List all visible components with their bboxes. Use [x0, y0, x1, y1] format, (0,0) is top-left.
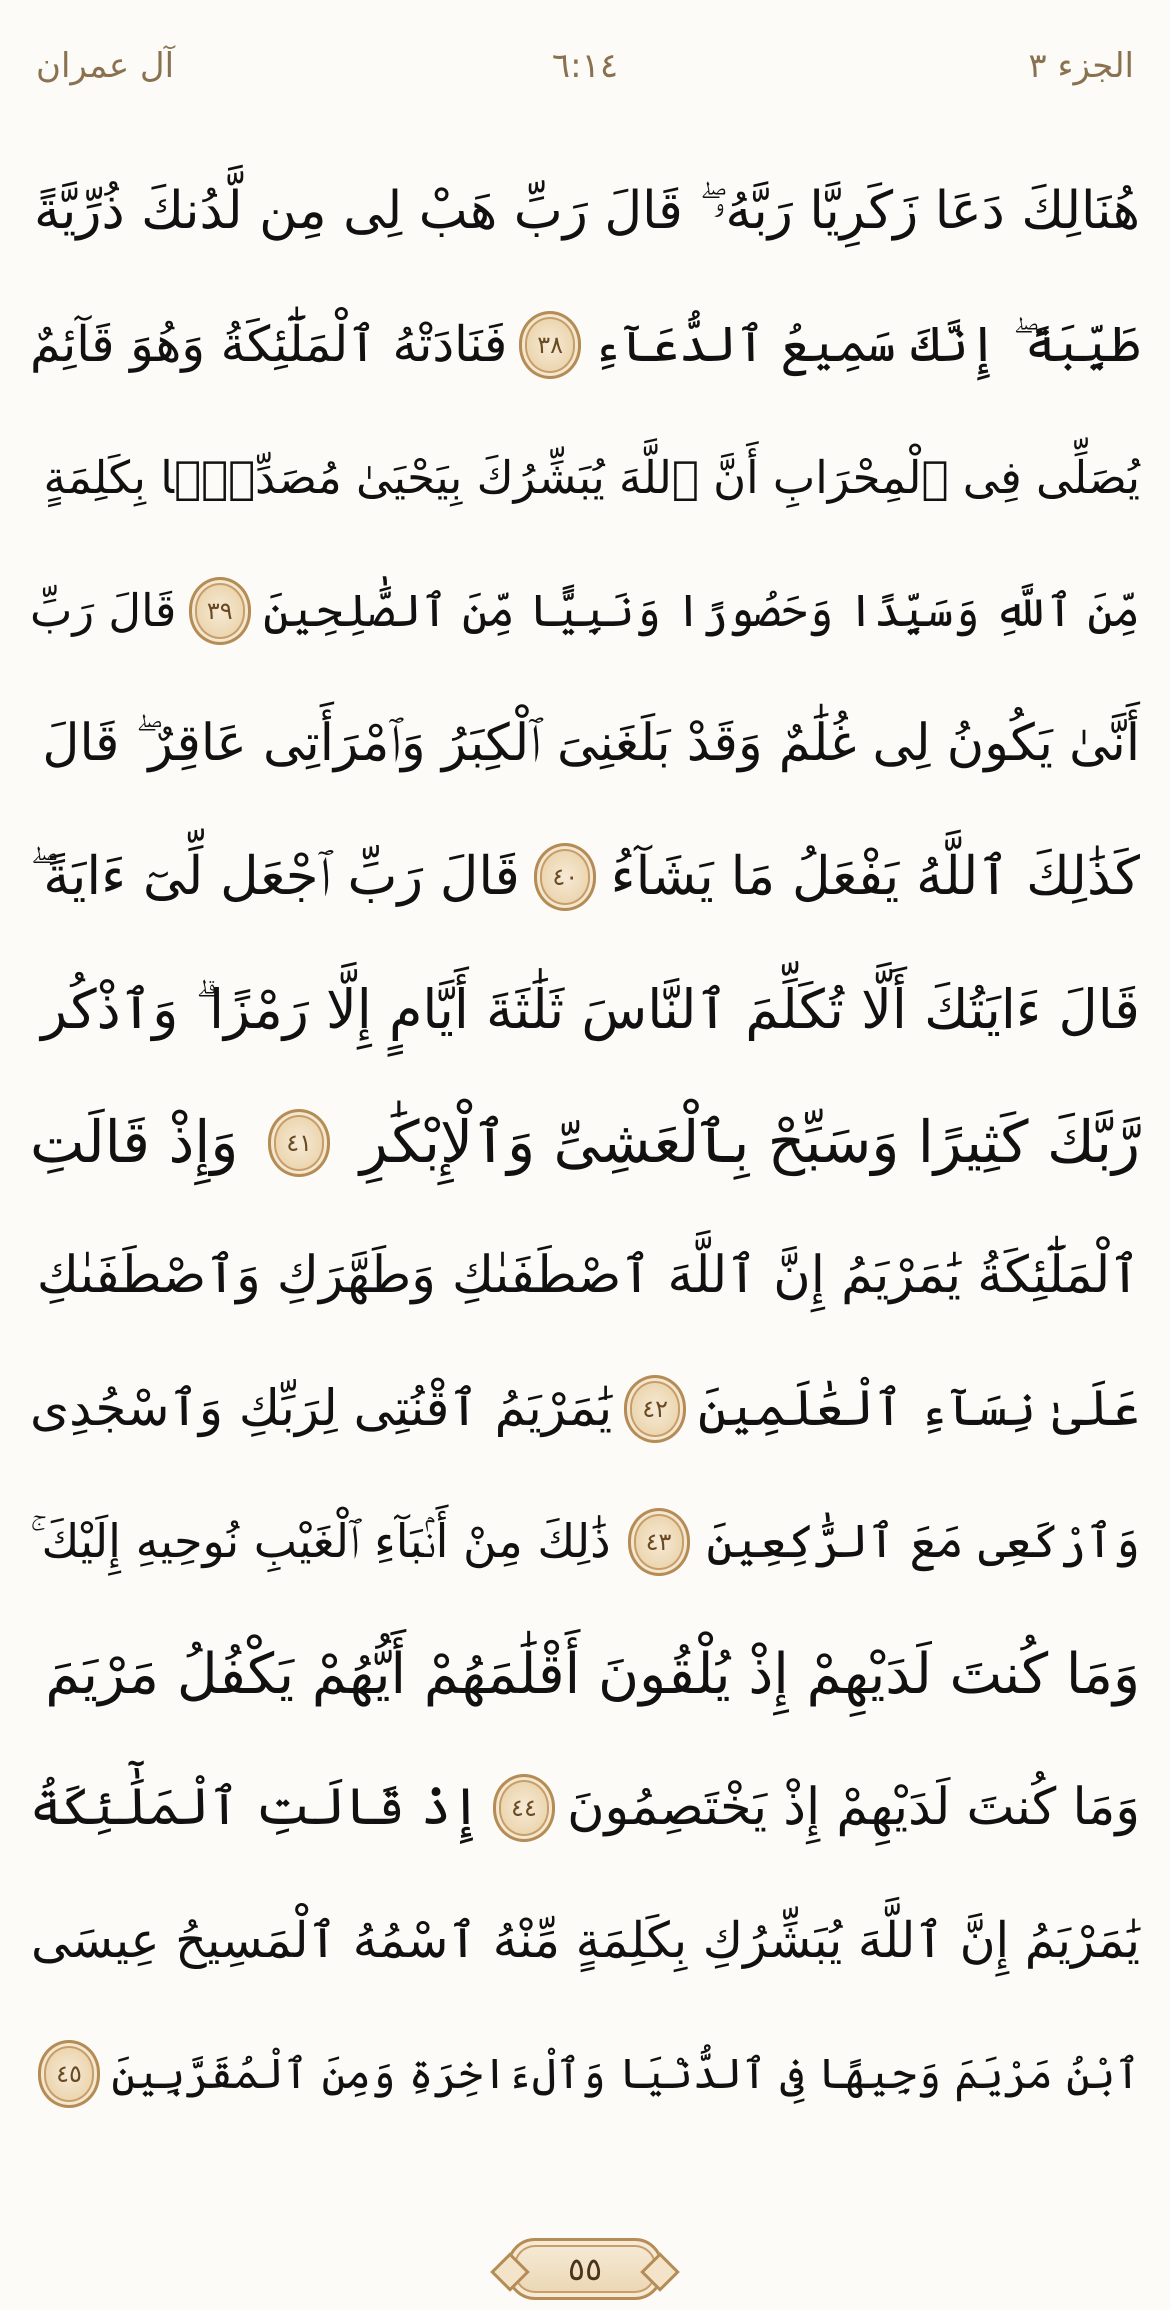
verse-line	[30, 677, 1140, 810]
verse-text: ٱلْمَلَٰٓئِكَةُ يَٰمَرْيَمُ إِنَّ ٱللَّهَ ٱصْطَفَىٰكِ وَطَهَّرَكِ وَٱصْطَفَىٰكِ	[36, 1246, 1140, 1305]
page-header	[36, 36, 1134, 96]
verse-text: ٱبْنُ مَرْيَمَ وَجِيهًا فِى ٱلدُّنْيَا وَٱلْءَاخِرَةِ وَمِنَ ٱلْمُقَرَّبِينَ	[111, 2049, 1140, 2098]
verse-text: عَلَىٰ نِسَآءِ ٱلْعَٰلَمِينَ	[698, 1379, 1140, 1437]
verse-line	[30, 145, 1140, 278]
verse-line	[30, 1209, 1140, 1342]
verse-text: وَمَا كُنتَ لَدَيْهِمْ إِذْ يُلْقُونَ أَقْلَٰمَهُمْ أَيُّهُمْ يَكْفُلُ مَرْيَمَ	[45, 1642, 1140, 1707]
verse-text: رَّبَّكَ كَثِيرًا وَسَبِّحْ بِٱلْعَشِىِّ وَٱلْإِبْكَٰرِ	[359, 1108, 1140, 1176]
verse-line	[30, 943, 1140, 1076]
verse-line	[30, 2007, 1140, 2140]
ayah-number-marker[interactable]: ٣٨	[519, 311, 581, 379]
verse-text: وَإِذْ قَالَتِ	[30, 1108, 239, 1176]
verse-text: يَٰمَرْيَمُ ٱقْنُتِى لِرَبِّكِ وَٱسْجُدِى	[30, 1379, 613, 1437]
verse-text: يُصَلِّى فِى ٱلْمِحْرَابِ أَنَّ ٱللَّهَ يُبَشِّرُكَ بِيَحْيَىٰ مُصَدِّقًۢا بِكَلِمَةٍ	[43, 451, 1140, 504]
quran-page-text	[30, 145, 1140, 2140]
verse-text: قَالَ رَبِّ ٱجْعَل لِّىٓ ءَايَةً ۖ	[30, 846, 520, 907]
verse-line	[30, 1874, 1140, 2007]
verse-text: إِذْ قَالَتِ ٱلْمَلَٰٓئِكَةُ	[30, 1778, 481, 1837]
juz-label: الجزء ٣	[1028, 46, 1134, 86]
clock-time: ٦:١٤	[551, 46, 619, 86]
verse-line	[30, 810, 1140, 943]
ayah-number-marker[interactable]: ٤٥	[38, 2040, 100, 2108]
verse-text: فَنَادَتْهُ ٱلْمَلَٰٓئِكَةُ وَهُوَ قَآئِمٌ	[30, 316, 508, 373]
verse-text: قَالَ ءَايَتُكَ أَلَّا تُكَلِّمَ ٱلنَّاسَ ثَلَٰثَةَ أَيَّامٍ إِلَّا رَمْزًا ۗ وَٱذْكُر	[41, 978, 1140, 1041]
verse-text: ذَٰلِكَ مِنْ أَنۢبَآءِ ٱلْغَيْبِ نُوحِيهِ إِلَيْكَ ۚ	[30, 1514, 611, 1568]
verse-line	[30, 1741, 1140, 1874]
page-number: ٥٥	[567, 2250, 603, 2288]
verse-line	[30, 1076, 1140, 1209]
verse-text: كَذَٰلِكَ ٱللَّهُ يَفْعَلُ مَا يَشَآءُ	[610, 846, 1140, 907]
verse-text: طَيِّبَةً ۖ إِنَّكَ سَمِيعُ ٱلدُّعَآءِ	[592, 316, 1140, 373]
verse-line	[30, 1475, 1140, 1608]
verse-line	[30, 1342, 1140, 1475]
ayah-number-marker[interactable]: ٤٠	[534, 843, 596, 911]
ayah-number-marker[interactable]: ٣٩	[189, 577, 251, 645]
verse-text: هُنَالِكَ دَعَا زَكَرِيَّا رَبَّهُۥ ۖ قَالَ رَبِّ هَبْ لِى مِن لَّدُنكَ ذُرِّيَّةً	[34, 181, 1140, 241]
verse-line	[30, 544, 1140, 677]
verse-text: وَٱرْكَعِى مَعَ ٱلرَّٰكِعِينَ	[706, 1514, 1140, 1568]
verse-text: مِّنَ ٱللَّهِ وَسَيِّدًا وَحَصُورًا وَنَبِيًّا مِّنَ ٱلصَّٰلِحِينَ	[263, 584, 1140, 637]
verse-text: أَنَّىٰ يَكُونُ لِى غُلَٰمٌ وَقَدْ بَلَغَنِىَ ٱلْكِبَرُ وَٱمْرَأَتِى عَاقِرٌ ۖ قَالَ	[42, 714, 1140, 773]
verse-line	[30, 1608, 1140, 1741]
ayah-number-marker[interactable]: ٤٣	[628, 1508, 690, 1576]
page-number-badge	[507, 2238, 663, 2300]
verse-text: قَالَ رَبِّ	[30, 584, 177, 637]
surah-name: آل عمران	[36, 46, 175, 86]
ayah-number-marker[interactable]: ٤٤	[493, 1774, 555, 1842]
verse-line	[30, 278, 1140, 411]
verse-text: وَمَا كُنتَ لَدَيْهِمْ إِذْ يَخْتَصِمُونَ	[567, 1778, 1140, 1837]
ayah-number-marker[interactable]: ٤٢	[624, 1375, 686, 1443]
verse-line	[30, 411, 1140, 544]
ayah-number-marker[interactable]: ٤١	[268, 1109, 330, 1177]
verse-text: يَٰمَرْيَمُ إِنَّ ٱللَّهَ يُبَشِّرُكِ بِكَلِمَةٍ مِّنْهُ ٱسْمُهُ ٱلْمَسِيحُ عِيسَى	[30, 1912, 1140, 1969]
